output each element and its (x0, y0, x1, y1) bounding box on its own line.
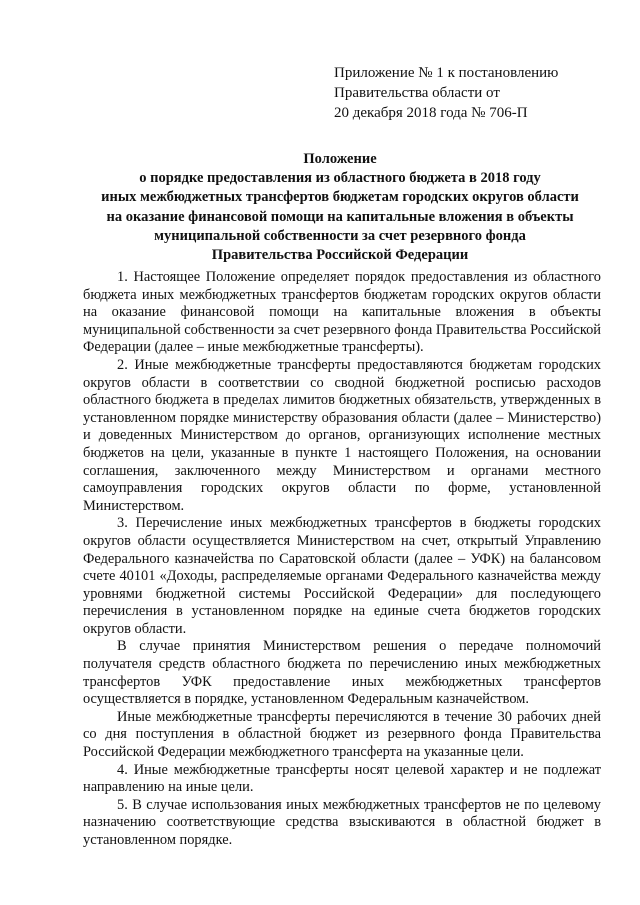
paragraph-2: 2. Иные межбюджетные трансферты предоставляются бюджетам городских округов области в соответствии со сводной бюджетной росписью расходов областного бюджета в пределах лимитов бюджетных обязательств, утвержденных в установленном порядке министерству образования области (далее – Министерство) и доведенных Министерством до органов, организующих исполнение местных бюджетов на цели, указанные в пункте 1 настоящего Положения, на основании соглашения, заключенного между Министерством и органами местного самоуправления городских округов области по форме, установленной Министерством. (83, 356, 601, 514)
title-line-4: на оказание финансовой помощи на капитальные вложения в объекты (106, 208, 574, 225)
paragraph-4: 4. Иные межбюджетные трансферты носят целевой характер и не подлежат направлению на иные цели. (83, 761, 601, 796)
document-title (60, 150, 620, 265)
document-body (83, 269, 601, 850)
appendix-line-2: Правительства области от (334, 85, 500, 101)
appendix-line-1: Приложение № 1 к постановлению (334, 65, 559, 81)
title-line-2: о порядке предоставления из областного бюджета в 2018 году (139, 170, 541, 187)
appendix-reference (334, 63, 624, 123)
paragraph-3: 3. Перечисление иных межбюджетных трансфертов в бюджеты городских округов области осуществляется Министерством на счет, открытый Управлению Федерального казначейства по Саратовской области (далее – УФК) на балансовом счете 40101 «Доходы, распределяемые органами Федерального казначейства между уровнями бюджетной системы Российской Федерации» для последующего перечисления в установленном порядке на единые счета бюджетов городских округов области. (83, 515, 601, 637)
title-line-6: Правительства Российской Федерации (211, 247, 469, 264)
paragraph-5: 5. В случае использования иных межбюджетных трансфертов не по целевому назначению соответствующие средства взыскиваются в областной бюджет в установленном порядке. (83, 796, 601, 848)
appendix-line-3: 20 декабря 2018 года № 706-П (334, 105, 528, 121)
title-line-5: муниципальной собственности за счет резервного фонда (154, 227, 526, 244)
title-line-3: иных межбюджетных трансфертов бюджетам городских округов области (101, 189, 579, 206)
title-line-1: Положение (303, 151, 377, 167)
paragraph-1: 1. Настоящее Положение определяет порядок предоставления из областного бюджета иных межбюджетных трансфертов бюджетам городских округов области на оказание финансовой помощи на капитальные вложения в объекты муниципальной собственности за счет резервного фонда Правительства Российской Федерации (далее – иные межбюджетные трансферты). (83, 269, 601, 356)
paragraph-3-subsection-b: Иные межбюджетные трансферты перечисляются в течение 30 рабочих дней со дня поступления в областной бюджет из резервного фонда Правительства Российской Федерации межбюджетного трансферта на указанные цели. (83, 708, 601, 761)
paragraph-3-subsection-a: В случае принятия Министерством решения о передаче полномочий получателя средств областного бюджета по перечислению иных межбюджетных трансфертов УФК предоставление иных межбюджетных трансфертов осуществляется в порядке, установленном Федеральным казначейством. (83, 638, 601, 708)
